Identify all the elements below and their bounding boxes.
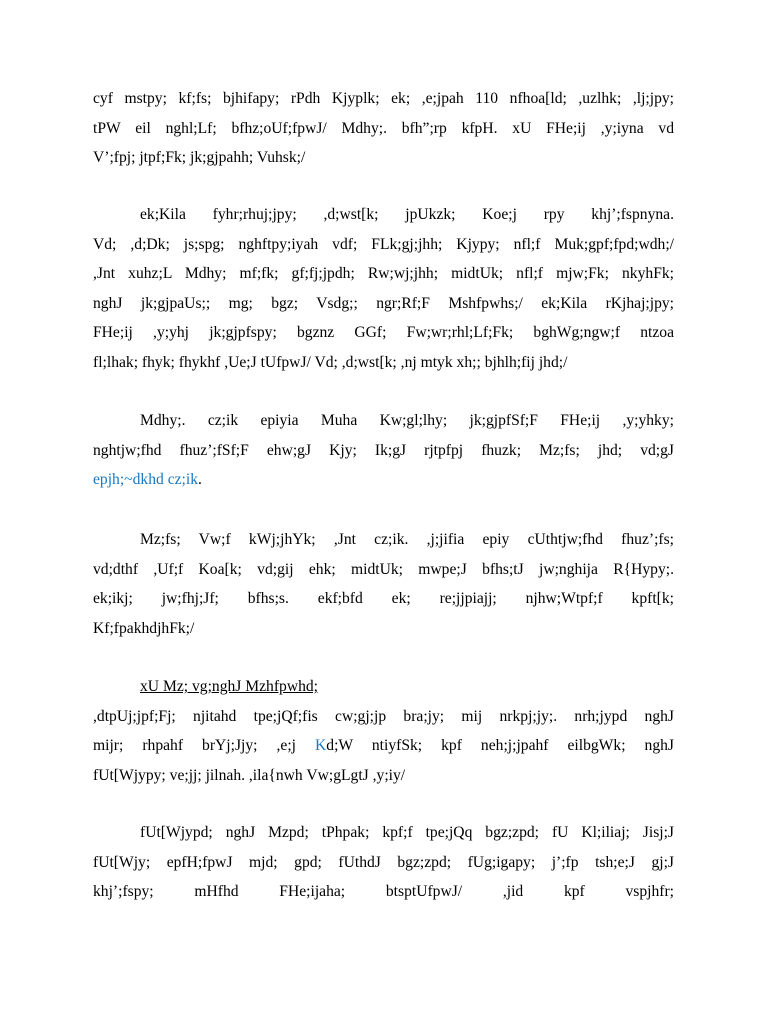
inline-link[interactable]: epjh;~dkhd cz;ik xyxy=(93,471,199,488)
paragraph-line: fUt[Wjypd; nghJ Mzpd; tPhpak; kpf;f tpe;jQq bgz;zpd; fU Kl;iliaj; Jisj;J xyxy=(140,824,674,841)
paragraph-line: fUt[Wjypy; ve;jj; jilnah. ,ila{nwh Vw;gLgtJ ,y;iy/ xyxy=(93,766,406,784)
paragraph-2 xyxy=(93,200,674,377)
paragraph-line: ek;ikj; jw;fhj;Jf; bfhs;s. ekf;bfd ek; re;jjpiajj; njhw;Wtpf;f kpft[k; xyxy=(93,590,674,607)
paragraph-3 xyxy=(93,406,674,495)
paragraph-line: nghtjw;fhd fhuz’;fSf;F ehw;gJ Kjy; Ik;gJ rjtpfpj fhuzk; Mz;fs; jhd; vd;gJ xyxy=(93,441,674,459)
paragraph-line: khj’;fspy; mHfhd FHe;ijaha; btsptUfpwJ/ ,jid kpf vspjhfr; xyxy=(93,883,674,900)
paragraph-line-with-link xyxy=(93,465,674,495)
paragraph-line: Kf;fpakhdjhFk;/ xyxy=(93,619,195,637)
paragraph-line: fUt[Wjy; epfH;fpwJ mjd; gpd; fUthdJ bgz;zpd; fUg;igapy; j’;fp tsh;e;J gj;J xyxy=(93,853,674,871)
paragraph-line: Mz;fs; Vw;f kWj;jhYk; ,Jnt cz;ik. ,j;jifia epiy cUthtjw;fhd fhuz’;fs; xyxy=(140,531,674,548)
paragraph-line: cyf mstpy; kf;fs; bjhifapy; rPdh Kjyplk; ek; ,e;jpah 110 nfhoa[ld; ,uzlhk; ,lj;jpy; xyxy=(93,90,674,107)
paragraph-line: nghJ jk;gjpaUs;; mg; bgz; Vsdg;; ngr;Rf;F Mshfpwhs;/ ek;Kila rKjhaj;jpy; xyxy=(93,294,674,312)
paragraph-line: Mdhy;. cz;ik epiyia Muha Kw;gl;lhy; jk;gjpfSf;F FHe;ij ,y;yhky; xyxy=(140,412,674,429)
paragraph-line: ek;Kila fyhr;rhuj;jpy; ,d;wst[k; jpUkzk; Koe;j rpy khj’;fspnyna. xyxy=(140,206,674,223)
paragraph-line: ,Jnt xuhz;L Mdhy; mf;fk; gf;fj;jpdh; Rw;wj;jhh; midtUk; nfl;f mjw;Fk; nkyhFk; xyxy=(93,265,674,282)
paragraph-line: vd;dthf ,Uf;f Koa[k; vd;gij ehk; midtUk; mwpe;J bfhs;tJ jw;nghija R{Hypy;. xyxy=(93,560,674,578)
paragraph-4 xyxy=(93,525,674,643)
inline-link-letter[interactable]: K xyxy=(315,737,327,754)
paragraph-line: tPW eil nghl;Lf; bfhz;oUf;fpwJ/ Mdhy;. bfh”;rp kfpH. xU FHe;ij ,y;iyna vd xyxy=(93,119,674,137)
paragraph-final xyxy=(93,818,674,907)
inline-text-suffix: d;W ntiyfSk; kpf neh;j;jpahf eilbgWk; nghJ xyxy=(326,737,674,754)
inline-text-prefix: mijr; rhpahf brYj;Jjy; ,e;j xyxy=(93,737,316,754)
section-heading-line xyxy=(93,672,674,702)
link-trailing-text: . xyxy=(198,471,202,488)
paragraph-line: FHe;ij ,y;yhj jk;gjpfspy; bgznz GGf; Fw;wr;rhl;Lf;Fk; bghWg;ngw;f ntzoa xyxy=(93,324,674,341)
paragraph-line: fl;lhak; fhyk; fhykhf ,Ue;J tUfpwJ/ Vd; ,d;wst[k; ,nj mtyk xh;; bjhlh;fij jhd;/ xyxy=(93,353,568,371)
section-heading: xU Mz; vg;nghJ Mzhfpwhd; xyxy=(140,678,319,695)
paragraph-line-with-link xyxy=(93,731,674,761)
section-block xyxy=(93,672,674,790)
paragraph-line: Vd; ,d;Dk; js;spg; nghftpy;iyah vdf; FLk;gj;jhh; Kjypy; nfl;f Muk;gpf;fpd;wdh;/ xyxy=(93,235,674,253)
paragraph-line: V’;fpj; jtpf;Fk; jk;gjpahh; Vuhsk;/ xyxy=(93,149,306,166)
paragraph-line: ,dtpUj;jpf;Fj; njitahd tpe;jQf;fis cw;gj;jp bra;jy; mij nrkpj;jy;. nrh;jypd nghJ xyxy=(93,707,674,725)
paragraph-1 xyxy=(93,84,674,173)
